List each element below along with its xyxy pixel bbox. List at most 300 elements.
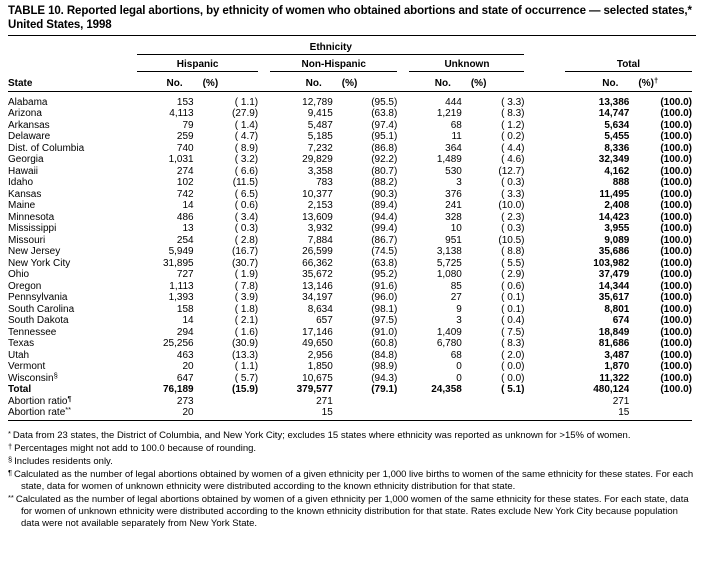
footnote-marker: ¶ (67, 395, 72, 403)
value-cell: (100.0) (660, 303, 692, 315)
state-column-header: State (8, 72, 137, 92)
spacer (258, 108, 270, 120)
value-cell: ( 4.4) (501, 142, 525, 154)
value-cell: (95.5) (371, 96, 398, 108)
spacer (258, 395, 270, 407)
value-cell: (98.9) (371, 361, 398, 372)
value-cell: 15 (270, 407, 333, 421)
value-cell: ( 0.4) (501, 315, 525, 326)
value-cell: 328 (445, 211, 462, 223)
state-row (8, 292, 692, 304)
spacer (258, 280, 270, 292)
total-row (8, 384, 692, 396)
spacer (524, 108, 564, 120)
value-cell: 24,358 (431, 384, 462, 395)
empty-cell (8, 55, 137, 72)
dagger-footnote-marker: † (653, 76, 659, 85)
footnote-text: Calculated as the number of legal abortions obtained by women of a given ethnicity per 1,000 live births to women of the same ethnicity for these states. For each state, data for women of unknown ethnicity were distributed according to the known ethnicity distribution for that state. (14, 469, 694, 492)
state-cell: Ohio (8, 269, 30, 280)
value-cell: 14 (182, 200, 194, 211)
value-cell: ( 2.1) (234, 315, 259, 326)
value-cell: 9,415 (307, 108, 333, 119)
value-cell: 68 (450, 349, 462, 361)
value-cell: (94.3) (371, 372, 398, 384)
value-cell: (10.5) (498, 234, 525, 246)
value-cell: (60.8) (371, 338, 398, 349)
value-cell: 1,850 (307, 361, 333, 372)
spacer (524, 200, 564, 212)
abortions-by-ethnicity-table (8, 38, 692, 421)
value-cell: ( 0.3) (234, 223, 259, 234)
value-cell: ( 0.1) (501, 292, 525, 303)
value-cell: 241 (445, 200, 462, 211)
spacer (524, 269, 564, 281)
state-row (8, 303, 692, 315)
value-cell: 11,495 (599, 188, 630, 200)
value-cell: 1,031 (168, 154, 194, 165)
value-cell: 463 (176, 349, 194, 361)
value-cell (409, 395, 461, 407)
value-cell: 2,956 (307, 349, 333, 361)
footnote-marker: ** (65, 406, 72, 414)
value-cell: ( 4.6) (501, 154, 525, 165)
value-cell: 0 (456, 372, 462, 384)
value-cell: 3,955 (604, 223, 630, 234)
state-row (8, 326, 692, 338)
value-cell: 35,686 (598, 246, 630, 257)
state-cell: Oregon (8, 280, 42, 292)
value-cell: 5,487 (307, 119, 333, 131)
state-row (8, 188, 692, 200)
footnote-double-asterisk (8, 494, 696, 530)
value-cell: ( 1.8) (234, 303, 259, 315)
value-cell: ( 0.3) (501, 177, 525, 188)
value-cell: 444 (445, 96, 462, 108)
value-cell: ( 5.7) (234, 372, 259, 384)
spacer (524, 303, 564, 315)
value-cell: 5,185 (307, 131, 333, 142)
state-cell: South Carolina (8, 303, 75, 315)
table-title-line1: TABLE 10. Reported legal abortions, by ethnicity of women who obtained abortions and state of occurrence — selected states,* (8, 5, 692, 17)
value-cell: 25,256 (163, 338, 194, 349)
footnote-section (8, 456, 696, 468)
value-cell: (100.0) (660, 361, 692, 372)
value-cell: 20 (137, 407, 193, 421)
value-cell: 34,197 (302, 292, 333, 303)
abortion-rate-row (8, 407, 692, 421)
value-cell: 7,884 (307, 234, 333, 246)
spacer (524, 326, 564, 338)
spacer (397, 349, 409, 361)
value-cell: (15.9) (232, 384, 259, 395)
state-row (8, 131, 692, 143)
spacer (397, 326, 409, 338)
footnote-text: Percentages might not add to 100.0 because of rounding. (14, 443, 257, 454)
value-cell (462, 407, 525, 421)
state-cell: Idaho (8, 177, 34, 188)
value-cell: 379,577 (296, 384, 333, 395)
spacer (524, 92, 564, 108)
footnote-pilcrow (8, 469, 696, 493)
value-cell: 79 (182, 119, 194, 131)
spacer (258, 407, 270, 421)
value-cell: ( 8.8) (501, 246, 525, 257)
state-cell: Minnesota (8, 211, 55, 223)
spacer (524, 131, 564, 143)
value-cell: (12.7) (498, 165, 525, 177)
value-cell: 888 (612, 177, 630, 188)
spacer (258, 338, 270, 350)
state-row (8, 119, 692, 131)
value-cell: 364 (445, 142, 462, 154)
spacer (524, 384, 564, 396)
value-cell: ( 8.3) (501, 338, 525, 349)
value-cell: (100.0) (660, 119, 692, 131)
value-cell: (100.0) (660, 246, 692, 257)
value-cell: ( 3.3) (501, 96, 525, 108)
value-cell: (63.8) (371, 108, 398, 119)
value-cell: ( 2.0) (501, 349, 525, 361)
spacer (397, 108, 409, 120)
value-cell: (79.1) (371, 384, 398, 395)
value-cell: 11 (451, 131, 462, 142)
spacer (397, 234, 409, 246)
spacer (397, 154, 409, 166)
spacer (397, 119, 409, 131)
spacer (397, 131, 409, 143)
spacer (397, 257, 409, 269)
spacer (397, 303, 409, 315)
value-cell: 49,650 (302, 338, 333, 349)
value-cell (333, 395, 398, 407)
group-header-row (8, 55, 692, 72)
value-cell: 153 (176, 96, 194, 108)
footnote-text: Calculated as the number of legal abortions obtained by women of a given ethnicity per 1,000 women of the same ethnicity for these states. For each state, data for women of unknown ethnicity were distributed according to the known ethnicity distribution for that state. Rates exclude New York City because population data were not available separately from New York State. (15, 494, 689, 529)
value-cell: (89.4) (371, 200, 398, 211)
value-cell: ( 1.6) (234, 326, 259, 338)
value-cell: (30.7) (232, 257, 259, 269)
value-cell: 5,949 (168, 246, 194, 257)
ethnicity-header-row (8, 38, 692, 55)
value-cell: 12,789 (302, 96, 333, 108)
value-cell: 17,146 (302, 326, 333, 338)
spacer (524, 165, 564, 177)
value-cell: 68 (450, 119, 462, 131)
group-header-total: Total (565, 55, 692, 72)
footnote-dagger (8, 443, 696, 455)
spacer (524, 234, 564, 246)
value-cell: 37,479 (598, 269, 630, 280)
value-cell: (100.0) (660, 188, 692, 200)
spacer (397, 395, 409, 407)
spacer (397, 142, 409, 154)
spacer (524, 223, 564, 235)
value-cell (629, 395, 692, 407)
value-cell: 1,113 (169, 280, 194, 292)
value-cell: ( 8.9) (234, 142, 259, 154)
spacer (397, 165, 409, 177)
value-cell: ( 6.5) (234, 188, 259, 200)
value-cell: (100.0) (660, 280, 692, 292)
value-cell: (91.0) (371, 326, 398, 338)
footnote-marker: ¶ (8, 467, 13, 477)
state-row (8, 165, 692, 177)
spacer (524, 372, 564, 384)
spacer (258, 92, 270, 108)
value-cell: ( 8.3) (501, 108, 525, 119)
spacer (397, 211, 409, 223)
spacer (524, 280, 564, 292)
value-cell: 10 (450, 223, 462, 234)
value-cell: ( 7.5) (501, 326, 525, 338)
value-cell: ( 7.8) (234, 280, 259, 292)
value-cell: ( 1.9) (234, 269, 259, 280)
spacer (524, 177, 564, 189)
value-cell: 530 (445, 165, 462, 177)
value-cell: 1,393 (168, 292, 194, 303)
value-cell: 951 (445, 234, 462, 246)
state-cell: Wisconsin§ (8, 372, 58, 384)
value-cell: 727 (176, 269, 194, 280)
value-cell: (94.4) (371, 211, 398, 223)
value-cell: (88.2) (371, 177, 398, 188)
state-row (8, 223, 692, 235)
value-cell: 102 (176, 177, 194, 188)
state-cell: South Dakota (8, 315, 69, 326)
value-cell: 8,336 (604, 142, 630, 154)
value-cell: 3,358 (307, 165, 333, 177)
value-cell: 14,344 (598, 280, 630, 292)
spacer (397, 92, 409, 108)
value-cell: (100.0) (660, 269, 692, 280)
spacer (524, 142, 564, 154)
spacer (397, 246, 409, 258)
value-cell: ( 3.9) (234, 292, 259, 303)
value-cell: (100.0) (660, 142, 692, 154)
state-cell: Georgia (8, 154, 44, 165)
state-cell: Mississippi (8, 223, 57, 234)
state-cell: Abortion rate** (8, 407, 137, 421)
spacer (524, 257, 564, 269)
value-cell: (84.8) (371, 349, 398, 361)
spacer (258, 257, 270, 269)
state-cell: Vermont (8, 361, 46, 372)
ethnicity-span-header: Ethnicity (137, 38, 524, 55)
value-cell: (97.5) (371, 315, 398, 326)
value-cell: ( 0.2) (501, 131, 525, 142)
footnote-marker: ** (8, 492, 14, 502)
value-cell: ( 0.0) (501, 361, 525, 372)
value-cell: 274 (176, 165, 194, 177)
value-cell: 1,870 (604, 361, 630, 372)
value-cell: (100.0) (660, 234, 692, 246)
spacer (524, 349, 564, 361)
value-cell: ( 2.8) (234, 234, 259, 246)
value-cell: (95.1) (371, 131, 398, 142)
value-cell: 0 (456, 361, 462, 372)
spacer (524, 188, 564, 200)
spacer (258, 188, 270, 200)
spacer (397, 177, 409, 189)
value-cell: 647 (176, 372, 194, 384)
non-hispanic-no-header: No. (270, 72, 333, 92)
value-cell: (95.2) (371, 269, 398, 280)
value-cell: (100.0) (660, 326, 692, 338)
spacer (397, 200, 409, 212)
value-cell: (99.4) (371, 223, 398, 234)
value-cell: (100.0) (660, 223, 692, 234)
empty-cell (524, 38, 692, 55)
value-cell: 15 (565, 407, 630, 421)
value-cell: 486 (176, 211, 194, 223)
value-cell: (100.0) (660, 372, 692, 384)
value-cell: 3 (456, 177, 462, 188)
state-row (8, 154, 692, 166)
value-cell: (86.7) (371, 234, 398, 246)
value-cell: 3 (456, 315, 462, 326)
value-cell: 81,686 (598, 338, 630, 349)
value-cell: 6,780 (436, 338, 462, 349)
value-cell: 1,409 (436, 326, 462, 338)
value-cell: 4,113 (169, 108, 194, 119)
value-cell: 3,932 (307, 223, 333, 234)
value-cell: (13.3) (232, 349, 259, 361)
state-row (8, 372, 692, 384)
value-cell: (100.0) (660, 165, 692, 177)
spacer (397, 372, 409, 384)
state-cell: Dist. of Columbia (8, 142, 85, 154)
value-cell: 35,617 (598, 292, 630, 303)
value-cell: (92.2) (371, 154, 398, 165)
spacer (524, 119, 564, 131)
state-cell: New Jersey (8, 246, 61, 257)
spacer (258, 246, 270, 258)
value-cell: 13,146 (302, 280, 333, 292)
footnote-marker: § (53, 372, 58, 380)
state-cell: Utah (8, 349, 30, 361)
value-cell: (91.6) (371, 280, 398, 292)
title-rule (8, 35, 696, 36)
state-cell: Missouri (8, 234, 46, 246)
total-pct-header (629, 72, 692, 92)
state-row (8, 211, 692, 223)
value-cell: (90.3) (371, 188, 398, 200)
state-row (8, 269, 692, 281)
spacer (258, 55, 270, 72)
value-cell: (30.9) (232, 338, 259, 349)
value-cell: 254 (176, 234, 194, 246)
footnote-marker: § (8, 454, 13, 464)
value-cell: 4,162 (604, 165, 630, 177)
footnote-text: Includes residents only. (14, 456, 113, 467)
column-header-row (8, 72, 692, 92)
table-title (8, 5, 696, 32)
value-cell: 5,634 (604, 119, 630, 131)
value-cell: ( 5.5) (501, 257, 525, 269)
spacer (258, 326, 270, 338)
spacer (524, 72, 564, 92)
value-cell: 1,219 (436, 108, 462, 119)
spacer (397, 72, 409, 92)
spacer (258, 269, 270, 281)
value-cell: 20 (182, 361, 194, 372)
value-cell: 158 (176, 303, 194, 315)
spacer (524, 338, 564, 350)
spacer (258, 119, 270, 131)
spacer (397, 223, 409, 235)
spacer (397, 384, 409, 396)
value-cell: 742 (176, 188, 194, 200)
spacer (397, 55, 409, 72)
value-cell: (100.0) (660, 131, 692, 142)
spacer (258, 384, 270, 396)
group-header-non-hispanic: Non-Hispanic (270, 55, 397, 72)
total-pct-label: (%) (638, 78, 654, 89)
value-cell: 3,487 (604, 349, 630, 361)
value-cell: 8,801 (604, 303, 630, 315)
value-cell: (86.8) (371, 142, 398, 154)
spacer (258, 177, 270, 189)
value-cell: (74.5) (371, 246, 398, 257)
spacer (258, 292, 270, 304)
value-cell: ( 4.7) (234, 131, 259, 142)
value-cell: 35,672 (302, 269, 333, 280)
value-cell: (100.0) (660, 154, 692, 165)
value-cell: 259 (176, 131, 194, 142)
value-cell: 10,377 (302, 188, 333, 200)
value-cell: (96.0) (371, 292, 398, 303)
value-cell: 1,489 (436, 154, 462, 165)
value-cell: (97.4) (371, 119, 398, 131)
value-cell (194, 395, 259, 407)
value-cell: 5,455 (604, 131, 630, 142)
value-cell: 783 (316, 177, 333, 188)
state-cell: Kansas (8, 188, 42, 200)
value-cell: 13 (182, 223, 194, 234)
value-cell: 14,423 (598, 211, 630, 223)
value-cell: ( 6.6) (234, 165, 259, 177)
spacer (258, 72, 270, 92)
empty-cell (8, 38, 137, 55)
state-row (8, 246, 692, 258)
state-row (8, 92, 692, 108)
value-cell: 32,349 (598, 154, 630, 165)
value-cell: ( 3.2) (234, 154, 259, 165)
spacer (397, 188, 409, 200)
value-cell: 674 (612, 315, 630, 326)
footnotes (8, 430, 696, 530)
value-cell: (16.7) (232, 246, 259, 257)
spacer (258, 154, 270, 166)
value-cell: (100.0) (660, 315, 692, 326)
value-cell: ( 1.1) (234, 96, 259, 108)
state-cell: Arkansas (8, 119, 50, 131)
value-cell: 657 (316, 315, 333, 326)
footnote-marker: * (8, 428, 11, 438)
value-cell: (98.1) (371, 303, 398, 315)
value-cell: 294 (176, 326, 194, 338)
value-cell: ( 3.4) (234, 211, 259, 223)
spacer (524, 361, 564, 373)
value-cell: (100.0) (660, 257, 692, 269)
spacer (397, 292, 409, 304)
spacer (524, 315, 564, 327)
value-cell: 10,675 (302, 372, 333, 384)
value-cell: (80.7) (371, 165, 398, 177)
spacer (397, 407, 409, 421)
value-cell: ( 2.3) (501, 211, 525, 223)
value-cell: 29,829 (302, 154, 333, 165)
